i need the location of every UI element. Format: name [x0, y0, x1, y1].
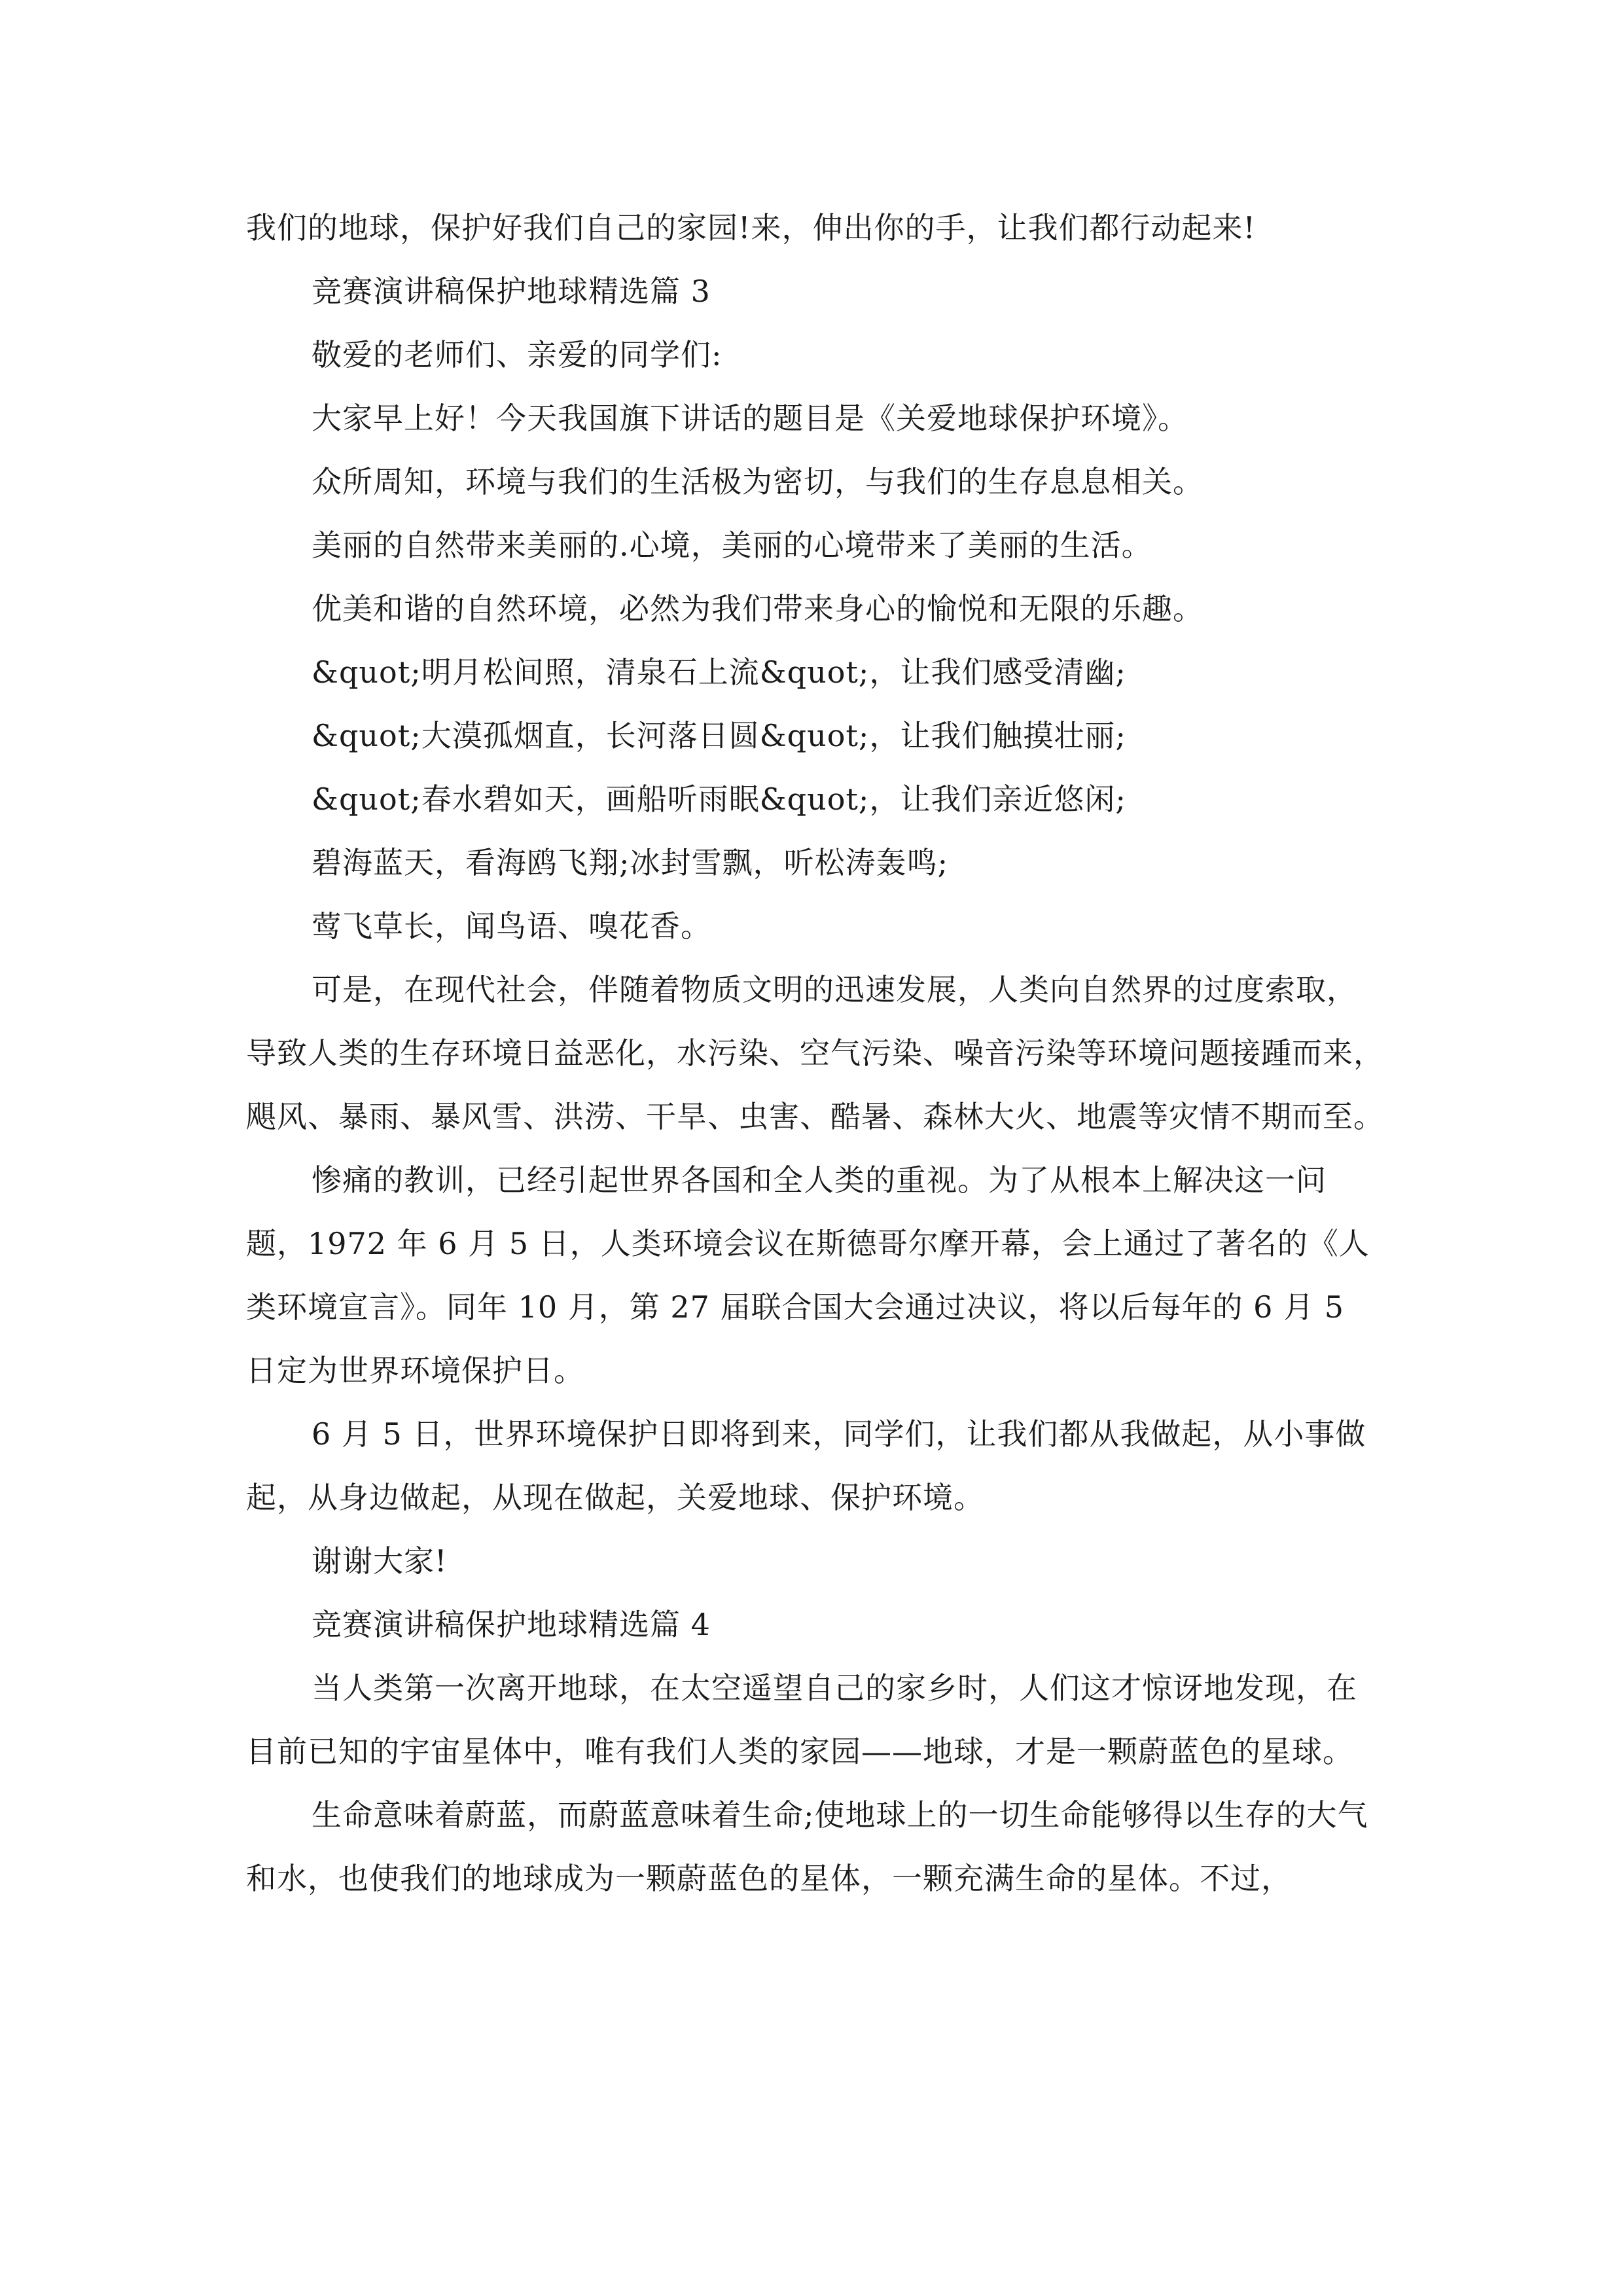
paragraph: 当人类第一次离开地球，在太空遥望自己的家乡时，人们这才惊讶地发现，在目前已知的宇宙星体中，唯有我们人类的家园——地球，才是一颗蔚蓝色的星球。: [246, 1670, 1357, 1769]
section-heading-3: 竞赛演讲稿保护地球精选篇 3: [312, 274, 711, 309]
paragraph-quote-line: &quot;明月松间照，清泉石上流&quot;，让我们感受清幽;: [312, 655, 1126, 690]
paragraph-continuation: 我们的地球，保护好我们自己的家园!来，伸出你的手，让我们都行动起来!: [246, 210, 1256, 245]
paragraph: 生命意味着蔚蓝，而蔚蓝意味着生命;使地球上的一切生命能够得以生存的大气和水，也使我们的地球成为一颗蔚蓝色的星体，一颗充满生命的星体。不过，: [246, 1797, 1368, 1896]
paragraph: 可是，在现代社会，伴随着物质文明的迅速发展，人类向自然界的过度索取，导致人类的生存环境日益恶化，水污染、空气污染、噪音污染等环境问题接踵而来，飓风、暴雨、暴风雪、洪涝、干旱、虫害、酷暑、森林大火、地震等灾情不期而至。: [246, 972, 1384, 1134]
paragraph: 美丽的自然带来美丽的.心境，美丽的心境带来了美丽的生活。: [312, 528, 1152, 563]
paragraph: 优美和谐的自然环境，必然为我们带来身心的愉悦和无限的乐趣。: [312, 591, 1204, 626]
paragraph-salutation: 敬爱的老师们、亲爱的同学们:: [312, 337, 722, 372]
paragraph: 众所周知，环境与我们的生活极为密切，与我们的生存息息相关。: [312, 464, 1204, 499]
document-body: [246, 196, 1385, 1910]
paragraph: 6 月 5 日，世界环境保护日即将到来，同学们，让我们都从我做起，从小事做起，从身边做起，从现在做起，关爱地球、保护环境。: [246, 1416, 1366, 1515]
paragraph-greeting: 大家早上好！今天我国旗下讲话的题目是《关爱地球保护环境》。: [312, 401, 1188, 436]
paragraph-quote-line: &quot;春水碧如天，画船听雨眠&quot;，让我们亲近悠闲;: [312, 781, 1126, 817]
paragraph: 莺飞草长，闻鸟语、嗅花香。: [312, 908, 711, 944]
paragraph: 惨痛的教训，已经引起世界各国和全人类的重视。为了从根本上解决这一问题，1972 年 6 月 5 日，人类环境会议在斯德哥尔摩开幕，会上通过了著名的《人类环境宣言》。同年 10 月，第 27 届联合国大会通过决议，将以后每年的 6 月 5 日定为世界环境保护日。: [246, 1162, 1370, 1388]
paragraph-thanks: 谢谢大家!: [312, 1543, 448, 1579]
paragraph: 碧海蓝天，看海鸥飞翔;冰封雪飘，听松涛轰鸣;: [312, 845, 948, 880]
section-heading-4: 竞赛演讲稿保护地球精选篇 4: [312, 1607, 711, 1642]
paragraph-quote-line: &quot;大漠孤烟直，长河落日圆&quot;，让我们触摸壮丽;: [312, 718, 1126, 753]
